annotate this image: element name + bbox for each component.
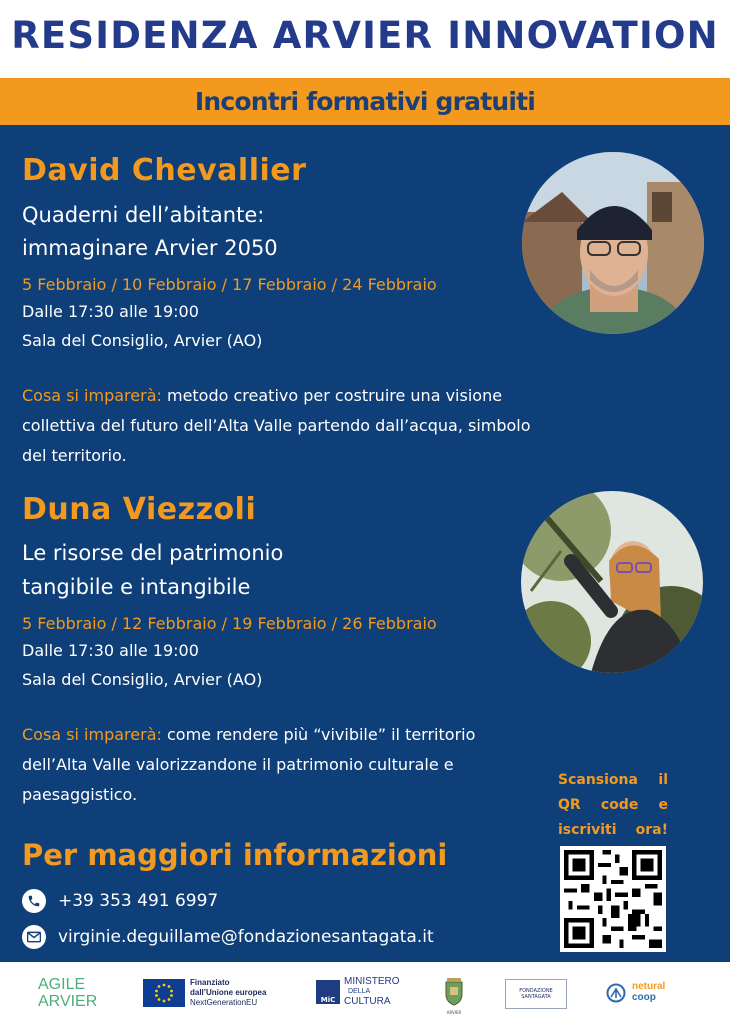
eu-flag-icon <box>143 979 185 1007</box>
logo-text: ARVIER <box>446 1010 462 1015</box>
speaker-name: Duna Viezzoli <box>22 492 257 527</box>
logo-text: AGILE <box>38 976 86 993</box>
logo-text: NextGenerationEU <box>190 998 258 1007</box>
qr-line: iscriviti ora! <box>558 822 668 838</box>
logo-text: dall’Unione europea <box>190 988 267 997</box>
logo-text: ARVIER <box>38 993 98 1010</box>
talk-title-line: Le risorse del patrimonio <box>22 541 284 565</box>
mic-badge: MiC <box>316 980 340 1004</box>
talk-location: Sala del Consiglio, Arvier (AO) <box>22 331 263 350</box>
talk-time: Dalle 17:30 alle 19:00 <box>22 302 199 321</box>
talk-title-line: tangibile e intangibile <box>22 575 251 599</box>
logo-text: MINISTERO <box>344 976 400 987</box>
talk-title-line: immaginare Arvier 2050 <box>22 236 278 260</box>
logo-text: FONDAZIONE SANTAGATA <box>519 988 553 1000</box>
qr-line: Scansiona il <box>558 772 668 788</box>
email-contact[interactable] <box>22 924 434 950</box>
talk-dates: 5 Febbraio / 12 Febbraio / 19 Febbraio / 26 Febbraio <box>22 614 437 633</box>
ministry-logo-text <box>344 977 400 1007</box>
learn-label: Cosa si imparerà: <box>22 386 162 405</box>
more-info-heading: Per maggiori informazioni <box>22 838 448 872</box>
learn-label: Cosa si imparerà: <box>22 725 162 744</box>
qr-line: QR code e <box>558 797 668 813</box>
speaker-name: David Chevallier <box>22 153 307 188</box>
email-address: virginie.deguillame@fondazionesantagata.it <box>58 927 434 947</box>
phone-number: +39 353 491 6997 <box>58 891 219 911</box>
learn-text: come rendere più “vivibile” il territorio dell’Alta Valle valorizzandone il patrimonio culturale e paesaggistico. <box>22 725 476 804</box>
logo-text: CULTURA <box>344 996 391 1007</box>
logo-text: DELLA <box>348 988 371 995</box>
talk-title-line: Quaderni dell’abitante: <box>22 203 265 227</box>
phone-contact[interactable] <box>22 888 218 914</box>
fondazione-santagata-logo <box>505 979 567 1009</box>
mail-icon <box>22 925 46 949</box>
talk-dates: 5 Febbraio / 10 Febbraio / 17 Febbraio / 24 Febbraio <box>22 275 437 294</box>
arvier-crest-icon <box>444 978 464 1015</box>
speaker-photo-duna <box>521 491 703 673</box>
eu-funding-text <box>190 978 266 1008</box>
learn-paragraph <box>22 381 542 471</box>
logo-text: coop <box>632 992 656 1003</box>
qr-code[interactable] <box>560 846 666 952</box>
agile-arvier-logo <box>38 976 97 1010</box>
learn-text: metodo creativo per costruire una visione collettiva del futuro dell’Alta Valle partendo dall’acqua, simbolo del territorio. <box>22 386 531 465</box>
netural-logo-text <box>632 981 665 1003</box>
logo-text: Finanziato <box>190 978 230 987</box>
netural-logo-icon <box>606 983 626 1003</box>
talk-time: Dalle 17:30 alle 19:00 <box>22 641 199 660</box>
page-title: RESIDENZA ARVIER INNOVATION <box>11 14 719 57</box>
qr-instructions <box>558 768 668 843</box>
phone-icon <box>22 889 46 913</box>
logo-text: netural <box>632 981 666 992</box>
learn-paragraph <box>22 720 542 810</box>
subtitle-text: Incontri formativi gratuiti <box>194 87 536 116</box>
speaker-photo-david <box>522 152 704 334</box>
talk-location: Sala del Consiglio, Arvier (AO) <box>22 670 263 689</box>
